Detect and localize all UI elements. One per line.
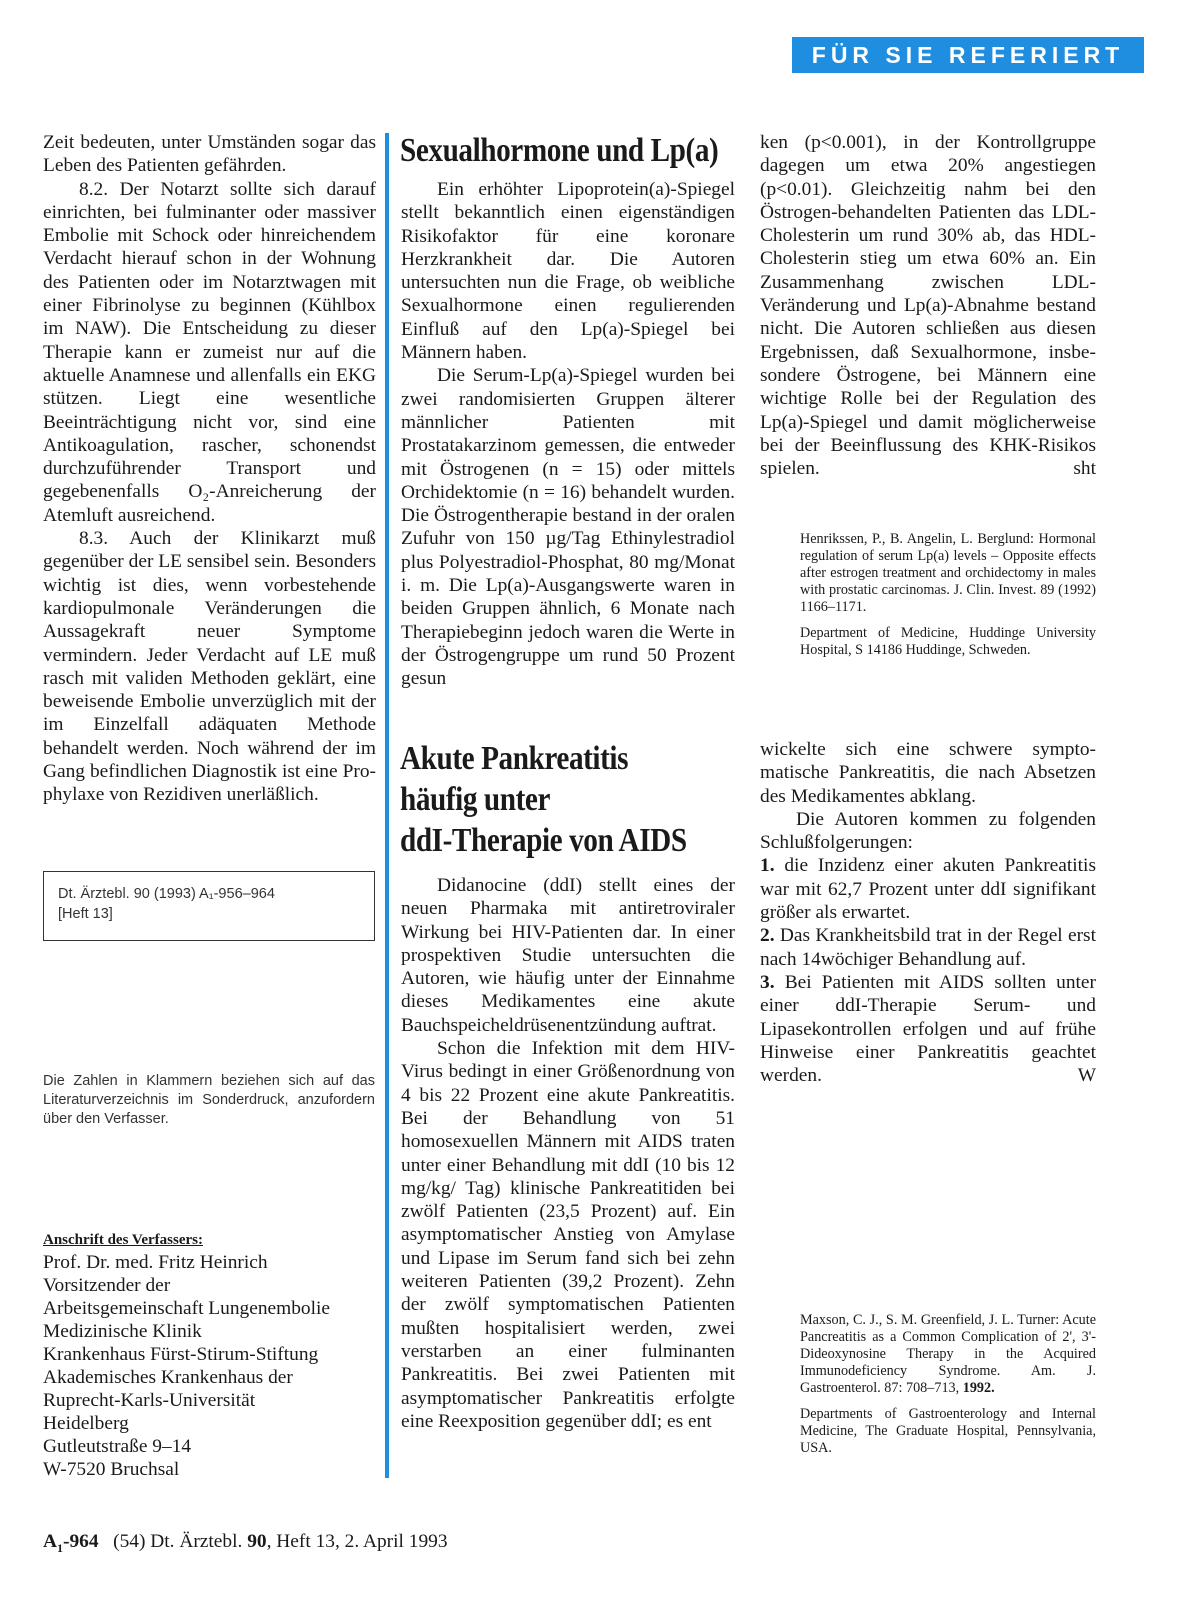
paragraph: Schon die Infektion mit dem HIV-Virus bedingt in einer Größenordnung von 4 bis 22 Prozent eine akute Pankreatitis. Bei der Behandlung von 51 homosexuellen Männern mit AIDS traten unter einer Behandlung mit ddI (10 bis 12 mg/kg/ Tag) klinische Pankreatitiden bei zwölf Patienten (23,5 Prozent) auf. Ein asymptomatischer Anstieg von Amylase und Lipase im Serum fand sich bei zehn weiteren Patienten (39,2 Prozent). Zehn der zwölf symptomatischen Patienten mußten hospitalisiert werden, zwei verstarben an einer fulminanten Pankreatitis. Bei zwei Patienten mit asymptomatischer Pankreatitis erfolgte eine Reexposition gegenüber ddI; es ent [401,1038,735,1432]
author-signature: W [1077,1065,1096,1087]
address-line: W-7520 Bruchsal [43,1459,180,1480]
paragraph: wickelte sich eine schwere symptomatische Pankreatitis, die nach Absetzen des Medikamentes abklang. [760,739,1096,807]
address-line: Heidelberg [43,1413,129,1434]
volume-number: 90 [247,1531,267,1552]
page-footer [43,1531,448,1556]
conclusion-number: 3. [760,971,775,993]
paragraph: 8.3. Auch der Klinikarzt muß gegenüber der LE sensibel sein. Besonders wichtig ist dies, wenn vorbestehende kardiopulmonale Veränderungen die Aussagekraft neuer Symptome vermindern. Jeder Verdacht auf LE muß rasch mit validen Methoden geklärt, eine beweisende Embolie unverzüglich mit der im Einzelfall adäquaten Methode behandelt werden. Noch während der im Gang befindlichen Diagnostik ist eine Prophylaxe von Rezidiven unerläßlich. [43,528,376,806]
address-line: Prof. Dr. med. Fritz Heinrich [43,1252,268,1273]
paragraph: Didanocine (ddI) stellt eines der neuen Pharmaka mit antiretroviraler Wirkung bei HIV-Patienten dar. In einer prospektiven Studie untersuchten die Autoren, wie häufig unter der Einnahme dieses Medikamentes eine akute Bauchspeicheldrüsenentzündung auftrat. [401,875,735,1036]
affiliation-text: Departments of Gastroenterology and Internal Medicine, The Graduate Hospital, Pennsylvania, USA. [800,1406,1096,1456]
paragraph: 8.2. Der Notarzt sollte sich darauf einrichten, bei fulminanter oder massiver Embolie mit Schock oder hinreichendem Verdacht hierauf schon in der Wohnung des Patienten oder im Notarztwagen mit einer Fibrinolyse zu beginnen (Kühlbox im NAW). Die Entscheidung zu dieser Therapie kann er zumeist nur auf die aktuelle Anamnese und allenfalls ein EKG stützen. Liegt eine wesentliche Beeinträchtigung nicht vor, sind eine Antikoagulation, rascher, schonendst durchzuführender Transport und gegebenenfalls O₂-Anreicherung der Atemluft ausreichend. [43,178,376,526]
page-number [43,1531,99,1555]
paragraph: Die Autoren kommen zu folgenden Schlußfolgerungen: [760,808,1096,854]
title-line: häufig unter [400,781,551,818]
article-2-column-3 [760,738,1096,1087]
article-title: Sexualhormone und Lp(a) [400,132,719,169]
title-line: Akute Pankreatitis [400,740,629,777]
address-line: Medizinische Klinik [43,1321,202,1342]
article-1-reference [800,531,1096,668]
affiliation-text: Department of Medicine, Huddinge University Hospital, S 14186 Huddinge, Schweden. [800,625,1096,658]
address-lines [43,1251,383,1481]
reference-body: Maxson, C. J., S. M. Greenfield, J. L. Turner: Acute Pancreatitis as a Common Complication of 2', 3'-Dideoxynosine Therapy in the Acquired Immunodeficiency Syndrome. Am. J. Gastroenterol. 87: 708–713, [800,1312,1096,1396]
issue-prefix: (54) Dt. Ärztebl. [113,1531,248,1552]
reference-text [800,1312,1096,1397]
section-header-bar [792,37,1144,73]
address-line: Akademisches Krankenhaus der [43,1367,293,1388]
paragraph: Zeit bedeuten, unter Umständen sogar das Leben des Patienten gefährden. [43,132,376,177]
citation-line: [Heft 13] [58,906,113,922]
address-line: Gutleutstraße 9–14 [43,1436,192,1457]
conclusion-item [760,854,1096,924]
citation-line: Dt. Ärztebl. 90 (1993) A₁-956–964 [58,886,275,902]
article-2-column-2 [401,874,735,1433]
page-subscript: 1 [57,1540,64,1555]
article-1-column-3 [760,131,1096,480]
conclusion-text: Bei Patienten mit AIDS sollten unter einer ddI-Therapie Serum- und Lipasekontrollen erfolgen und auf frühe Hinweise einer Pankreatitis geachtet werden. [760,971,1096,1087]
author-address [43,1232,383,1481]
reference-text: Henrikssen, P., B. Angelin, L. Berglund: Hormonal regulation of serum Lp(a) levels – Opposite effects after estrogen treatment and orchidectomy in males with prostatic carcinomas. J. Clin. Invest. 89 (1992) 1166–1171. [800,531,1096,615]
conclusion-text: Das Krankheitsbild trat in der Regel erst nach 14wöchiger Behandlung auf. [760,925,1096,970]
conclusion-number: 2. [760,925,775,947]
article-2-reference [800,1312,1096,1466]
issue-info [113,1531,447,1552]
conclusion-number: 1. [760,855,775,877]
address-line: Arbeitsgemeinschaft Lungenembolie [43,1298,330,1319]
citation-box [43,871,375,941]
reference-year: 1992. [962,1380,995,1396]
column-1-text [43,131,376,807]
address-line: Krankenhaus Fürst-Stirum-Stiftung [43,1344,319,1365]
address-line: Vorsitzender der [43,1275,171,1296]
conclusion-item [760,971,1096,1087]
author-signature: sht [1073,458,1096,480]
issue-date: , Heft 13, 2. April 1993 [266,1531,448,1552]
title-line: ddI-Therapie von AIDS [400,822,687,859]
article-1-column-2 [401,178,735,691]
paragraph-text: ken (p<0.001), in der Kontrollgruppe dagegen um etwa 20% angestiegen (p<0.01). Gleichzeitig nahm bei den Östrogen-behandelten Patienten das LDL-Cholesterin um rund 30% ab, das HDL-Cholesterin stieg um etwa 60% an. Ein Zusammenhang zwischen LDL-Veränderung und Lp(a)-Abnahme bestand nicht. Die Autoren schließen aus diesen Ergebnissen, daß Sexualhormone, insbesondere Östrogene, bei Männern eine wichtige Rolle bei der Regulation des Lp(a)-Spiegel und damit möglicherweise bei der Beeinflussung des KHK-Risikos spielen. [760,132,1096,480]
paragraph: Ein erhöhter Lipoprotein(a)-Spiegel stellt bekanntlich einen eigenständigen Risikofaktor für eine koronare Herzkrankheit dar. Die Autoren untersuchten nun die Frage, ob weibliche Sexualhormone einen regulierenden Einfluß auf den Lp(a)-Spiegel bei Männern haben. [401,179,735,364]
conclusion-text: die Inzidenz einer akuten Pankreatitis war mit 62,7 Prozent unter ddI signifikant größer als erwartet. [760,855,1096,924]
paragraph [760,131,1096,480]
page-prefix: A [43,1531,58,1552]
paragraph: Die Serum-Lp(a)-Spiegel wurden bei zwei randomisierten Gruppen älterer männlicher Patienten mit Prostatakarzinom gemessen, die entweder mit Östrogenen (n = 15) oder mittels Orchidektomie (n = 16) behandelt wurden. Die Östrogentherapie bestand in der oralen Zufuhr von 150 µg/Tag Ethinylestradiol plus Polyestradiol-Phosphat, 80 mg/Monat i. m. Die Lp(a)-Ausgangswerte waren in beiden Gruppen ähnlich, 6 Monate nach Therapiebeginn jedoch waren die Werte in der Östrogengruppe um rund 50 Prozent gesun [401,365,735,690]
literature-note: Die Zahlen in Klammern beziehen sich auf das Literaturverzeichnis im Sonderdruck, anzufordern über den Verfasser. [43,1073,375,1127]
address-label: Anschrift des Verfassers: [43,1232,203,1248]
article-2-title [400,738,733,861]
article-divider-line [385,133,389,1478]
section-label: FÜR SIE REFERIERT [811,41,1125,68]
address-line: Ruprecht-Karls-Universität [43,1390,256,1411]
conclusion-item [760,924,1096,971]
page-number-value: -964 [63,1531,99,1552]
